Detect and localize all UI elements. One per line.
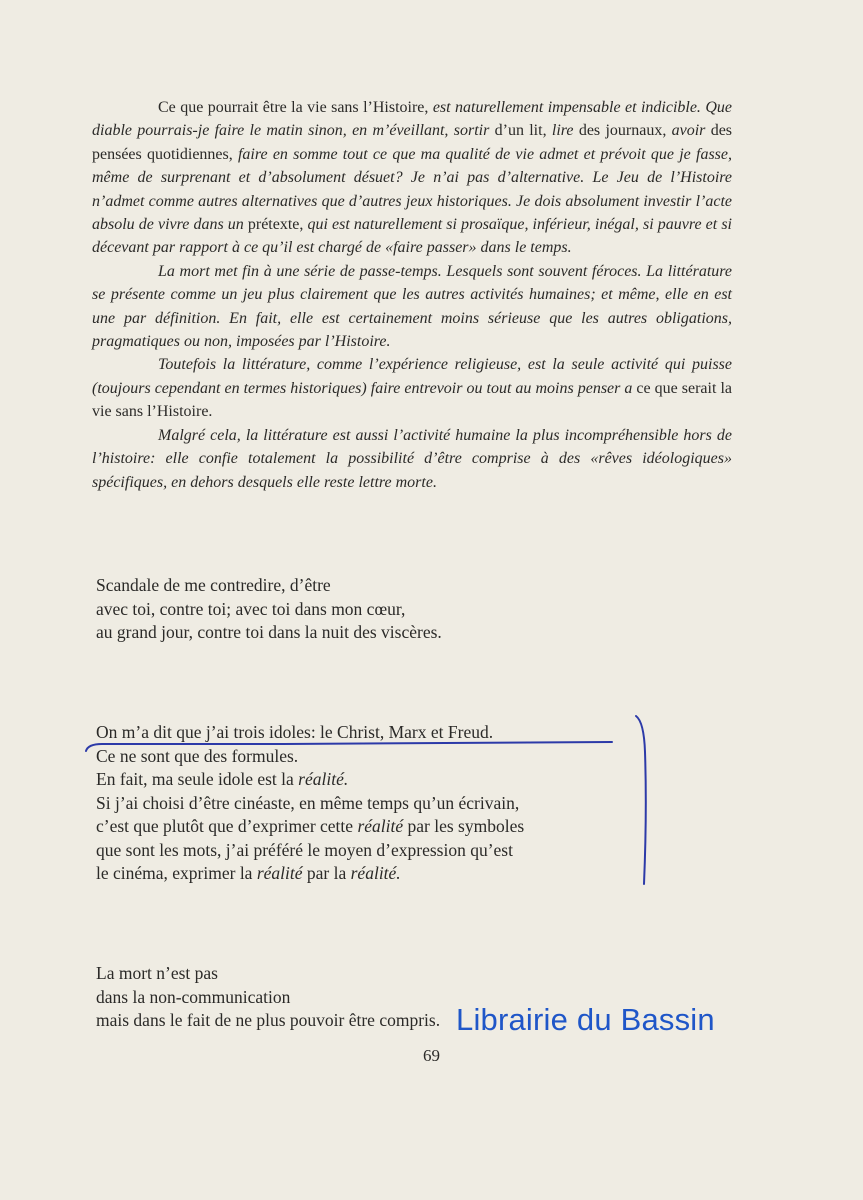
poem-line [96, 792, 656, 816]
roman-text: d’un lit, [494, 122, 552, 140]
roman-text: par la [302, 863, 351, 883]
roman-text: c’est que plutôt que d’exprimer cette [96, 816, 358, 836]
poem-line: avec toi, contre toi; avec toi dans mon cœur, [96, 598, 406, 619]
prose-paragraph [92, 260, 732, 354]
watermark-stamp: Librairie du Bassin [456, 1002, 715, 1037]
poem-scandale [96, 574, 656, 645]
poem-line: au grand jour, contre toi dans la nuit des viscères. [96, 622, 442, 642]
prose-paragraph [92, 96, 732, 260]
italic-text: qui est naturellement si prosaïque, inférieur, inégal, si pauvre et si décevant par rapport à ce qu’il est chargé de «faire passer» dans le temps. [92, 216, 732, 257]
poem-line [96, 862, 656, 886]
roman-text: prétexte, [247, 216, 308, 234]
roman-text: des pensées quotidiennes, [92, 122, 733, 163]
italic-text: réalité. [298, 769, 349, 789]
page-number: 69 [423, 1046, 440, 1065]
italic-text: réalité [357, 816, 404, 836]
roman-text: que sont les mots, j’ai préféré le moyen d’expression qu’est [96, 839, 513, 860]
italic-text: La mort met fin à une série de passe-temps. Lesquels sont souvent féroces. La littérature se présente comme un jeu plus clairement que les autres activités humaines; et même, elle en est une par définition. En fait, elle est certainement moins sérieuse que les autres obligations, pragmatiques ou non, imposées par l’Histoire. [92, 262, 732, 351]
roman-text: Si j’ai choisi d’être cinéaste, en même temps qu’un écrivain, [96, 792, 520, 813]
prose-paragraph [92, 353, 732, 423]
roman-text: Ce ne sont que des formules. [96, 745, 299, 766]
roman-text: On m’a dit que j’ai trois idoles: le Christ, Marx et Freud. [96, 722, 494, 742]
poem-line: La mort n’est pas [96, 963, 218, 983]
roman-text: des journaux, [578, 122, 672, 140]
poem-line: mais dans le fait de ne plus pouvoir être compris. [96, 1010, 441, 1030]
pen-margin-bracket-mark [628, 712, 658, 888]
italic-text: est naturellement impensable et indicible. Que diable pourrais-je faire le matin sinon, en m’éveillant, sortir [92, 99, 733, 140]
italic-text: Malgré cela, la littérature est aussi l’activité humaine la plus incompréhensible hors de l’histoire: elle confie totalement la possibilité d’être comprise à des «rêves idéologiques» spécifiques, en dehors desquels elle reste lettre morte. [92, 426, 732, 491]
prose-block [92, 96, 732, 494]
roman-text: ce que serait la vie sans l’Histoire. [92, 379, 733, 421]
italic-text: Toutefois la littérature, comme l’expérience religieuse, est la seule activité qui puisse (toujours cependant en termes historiques) faire entrevoir ou tout au moins penser a [92, 356, 732, 397]
italic-text: réalité [256, 863, 303, 883]
roman-text: En fait, ma seule idole est la [96, 769, 299, 789]
roman-text: par les symboles [403, 816, 525, 836]
roman-text: le cinéma, exprimer la [96, 863, 257, 883]
italic-text: réalité. [350, 863, 401, 883]
poem-line: Scandale de me contredire, d’être [96, 575, 331, 595]
italic-text: lire [551, 122, 579, 140]
pen-underline-mark [84, 731, 624, 755]
poem-line [96, 768, 656, 792]
prose-paragraph [92, 424, 732, 494]
poem-line [96, 815, 656, 839]
poem-line: dans la non-communication [96, 986, 291, 1007]
italic-text: avoir [671, 122, 711, 140]
italic-text: faire en somme tout ce que ma qualité de vie admet et prévoit que je fasse, même de surprenant et d’absolument désuet? Je n’ai pas d’alternative. Le Jeu de l’Histoire n’admet comme autres alternatives que d’autres jeux historiques. Je dois absolument investir l’acte absolu de vivre dans un [92, 145, 732, 234]
poem-line [96, 839, 656, 863]
roman-text: Ce que pourrait être la vie sans l’Histoire, [158, 99, 433, 116]
